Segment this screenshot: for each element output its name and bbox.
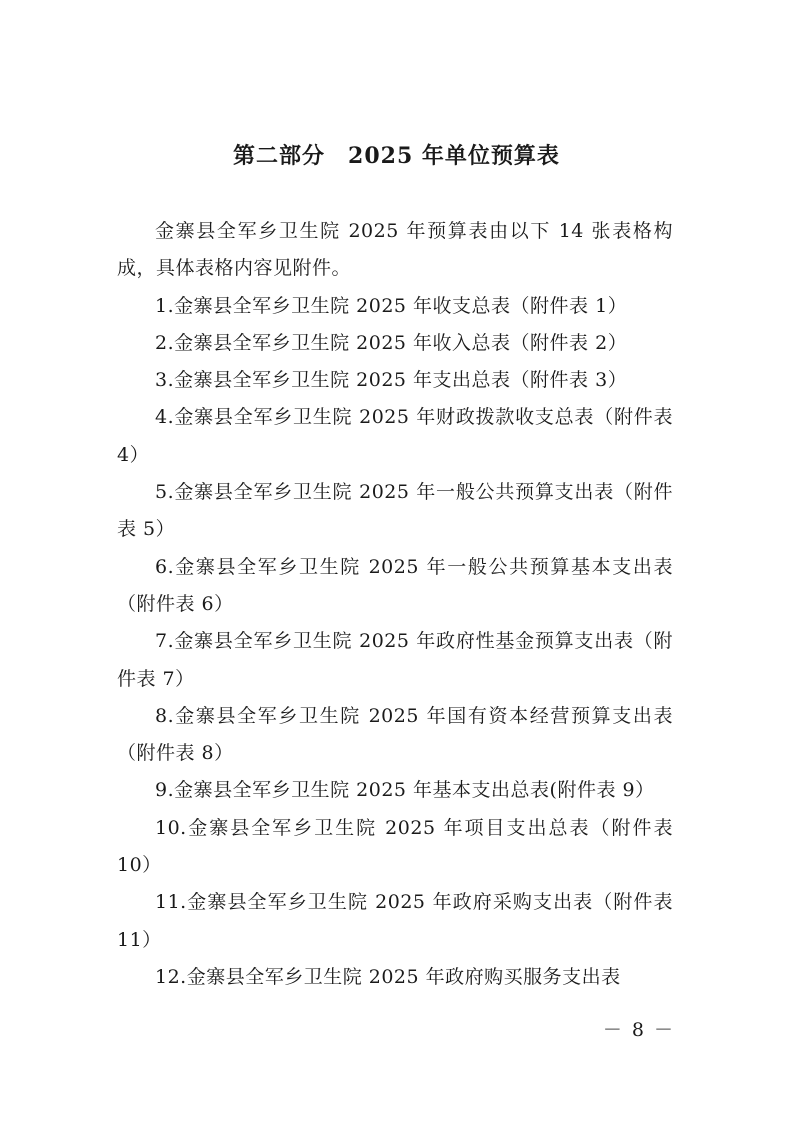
list-item-9: 9.金寨县全军乡卫生院 2025 年基本支出总表(附件表 9） [155,779,655,802]
list-item-11: 11.金寨县全军乡卫生院 2025 年政府采购支出表（附件表 11） [117,891,673,951]
list-item-12: 12.金寨县全军乡卫生院 2025 年政府购买服务支出表 [155,965,621,988]
list-item-3: 3.金寨县全军乡卫生院 2025 年支出总表（附件表 3） [155,369,628,392]
page-number: － 8 － [602,1019,675,1041]
list-item-5: 5.金寨县全军乡卫生院 2025 年一般公共预算支出表（附件表 5） [117,481,673,541]
list-item-8: 8.金寨县全军乡卫生院 2025 年国有资本经营预算支出表（附件表 8） [117,704,673,765]
intro-paragraph: 金寨县全军乡卫生院 2025 年预算表由以下 14 张表格构成，具体表格内容见附件。 [117,220,673,280]
list-item-10: 10.金寨县全军乡卫生院 2025 年项目支出总表（附件表 10） [117,816,673,877]
list-item-2: 2.金寨县全军乡卫生院 2025 年收入总表（附件表 2） [155,331,628,354]
list-item-1: 1.金寨县全军乡卫生院 2025 年收支总表（附件表 1） [155,294,628,317]
document-body [117,213,673,996]
list-item-7: 7.金寨县全军乡卫生院 2025 年政府性基金预算支出表（附件表 7） [117,630,673,690]
page-title: 第二部分 2025 年单位预算表 [233,143,560,169]
list-item-4: 4.金寨县全军乡卫生院 2025 年财政拨款收支总表（附件表 4） [117,406,673,466]
list-item-6: 6.金寨县全军乡卫生院 2025 年一般公共预算基本支出表（附件表 6） [117,555,673,615]
